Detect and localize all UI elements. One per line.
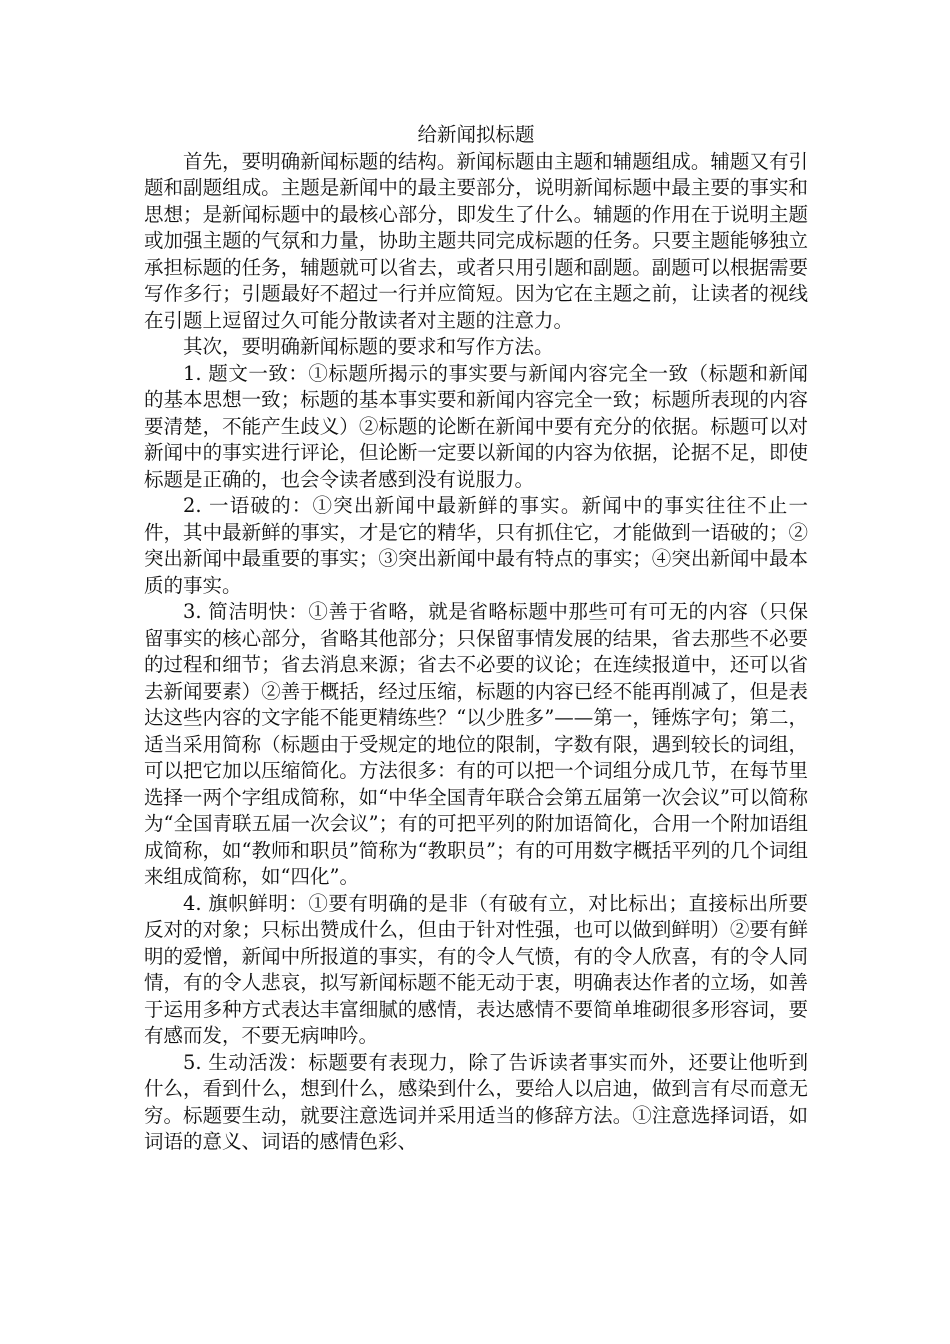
paragraph-point-2: 2. 一语破的：①突出新闻中最新鲜的事实。新闻中的事实往往不止一件，其中最新鲜的事实，才是它的精华，只有抓住它，才能做到一语破的；②突出新闻中最重要的事实；③突出新闻中最有特点的事实；④突出新闻中最本质的事实。 bbox=[144, 494, 808, 597]
paragraph-point-3: 3. 简洁明快：①善于省略，就是省略标题中那些可有可无的内容（只保留事实的核心部分，省略其他部分；只保留事情发展的结果，省去那些不必要的过程和细节；省去消息来源；省去不必要的议论；在连续报道中，还可以省去新闻要素）②善于概括，经过压缩，标题的内容已经不能再削减了，但是表达这些内容的文字能不能更精练些？“以少胜多”——第一，锤炼字句；第二，适当采用简称（标题由于受规定的地位的限制，字数有限，遇到较长的词组，可以把它加以压缩简化。方法很多：有的可以把一个词组分成几节，在每节里选择一两个字组成简称，如“中华全国青年联合会第五届第一次会议”可以简称为“全国青联五届一次会议”；有的可把平列的附加语简化，合用一个附加语组成简称，如“教师和职员”简称为“教职员”；有的可用数字概括平列的几个词组来组成简称，如“四化”。 bbox=[144, 600, 808, 888]
document-body bbox=[144, 122, 808, 1156]
document-title: 给新闻拟标题 bbox=[417, 123, 535, 146]
paragraph-point-5: 5. 生动活泼：标题要有表现力，除了告诉读者事实而外，还要让他听到什么，看到什么，想到什么，感染到什么，要给人以启迪，做到言有尽而意无穷。标题要生动，就要注意选词并采用适当的修辞方法。①注意选择词语，如词语的意义、词语的感情色彩、 bbox=[144, 1050, 808, 1153]
paragraph-structure: 首先，要明确新闻标题的结构。新闻标题由主题和辅题组成。辅题又有引题和副题组成。主题是新闻中的最主要部分，说明新闻标题中最主要的事实和思想；是新闻标题中的最核心部分，即发生了什么。辅题的作用在于说明主题或加强主题的气氛和力量，协助主题共同完成标题的任务。只要主题能够独立承担标题的任务，辅题就可以省去，或者只用引题和副题。副题可以根据需要写作多行；引题最好不超过一行并应简短。因为它在主题之前，让读者的视线在引题上逗留过久可能分散读者对主题的注意力。 bbox=[144, 149, 808, 332]
paragraph-point-1: 1. 题文一致：①标题所揭示的事实要与新闻内容完全一致（标题和新闻的基本思想一致；标题的基本事实要和新闻内容完全一致；标题所表现的内容要清楚，不能产生歧义）②标题的论断在新闻中要有充分的依据。标题可以对新闻中的事实进行评论，但论断一定要以新闻的内容为依据，论据不足，即使标题是正确的，也会令读者感到没有说服力。 bbox=[144, 361, 808, 491]
paragraph-point-4: 4. 旗帜鲜明：①要有明确的是非（有破有立，对比标出；直接标出所要反对的对象；只标出赞成什么，但由于针对性强，也可以做到鲜明）②要有鲜明的爱憎，新闻中所报道的事实，有的令人气愤，有的令人欣喜，有的令人同情，有的令人悲哀，拟写新闻标题不能无动于衷，明确表达作者的立场，如善于运用多种方式表达丰富细腻的感情，表达感情不要简单堆砌很多形容词，要有感而发，不要无病呻吟。 bbox=[144, 891, 808, 1047]
paragraph-requirements-intro: 其次，要明确新闻标题的要求和写作方法。 bbox=[183, 335, 554, 358]
